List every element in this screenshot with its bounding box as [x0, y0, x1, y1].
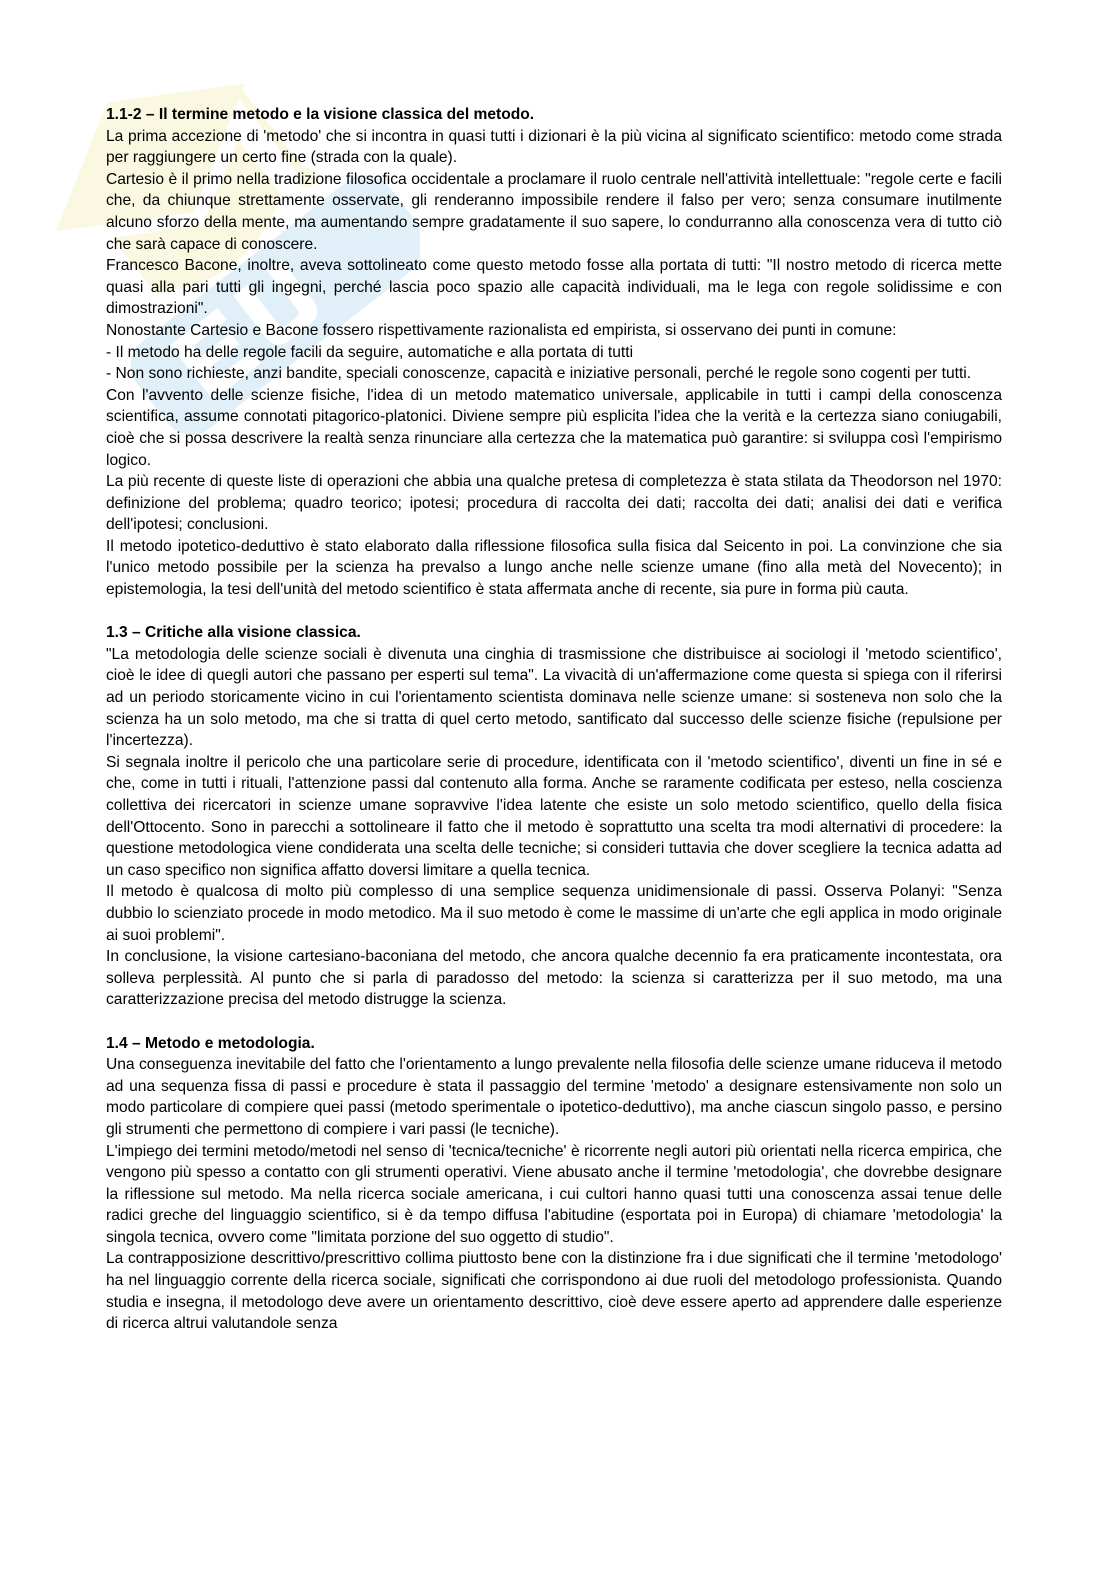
paragraph: Il metodo è qualcosa di molto più complesso di una semplice sequenza unidimensionale di passi. Osserva Polanyi: "Senza dubbio lo scienziato procede in modo metodico. Ma il suo metodo è come le massime di un'arte che egli applica in modo originale ai suoi problemi". — [106, 883, 1002, 944]
section-metodo-visione-classica — [106, 104, 1002, 601]
section-metodo-metodologia — [106, 1033, 1002, 1335]
paragraph: Il metodo ipotetico-deduttivo è stato elaborato dalla riflessione filosofica sulla fisica dal Seicento in poi. La convinzione che sia l'unico metodo possibile per la scienza ha prevalso a lungo anche nelle scienze umane (fino alla metà del Novecento); in epistemologia, la tesi dell'unità del metodo scientifico è stata affermata anche di recente, sia pure in forma più cauta. — [106, 537, 1002, 599]
paragraph: Con l'avvento delle scienze fisiche, l'idea di un metodo matematico universale, applicabile in tutti i campi della conoscenza scientifica, assume connotati pitagorico-platonici. Diviene sempre più esplicita l'idea che la verità e la certezza siano coniugabili, cioè che si possa descrivere la realtà senza rinunciare alla certezza che la matematica può garantire: si sviluppa così l'empirismo logico. — [106, 386, 1002, 469]
paragraph: Nonostante Cartesio e Bacone fossero rispettivamente razionalista ed empirista, si osservano dei punti in comune: — [106, 321, 897, 339]
paragraph: In conclusione, la visione cartesiano-baconiana del metodo, che ancora qualche decennio fa era praticamente incontestata, ora solleva perplessità. Al punto che si parla di paradosso del metodo: la scienza si caratterizza per il suo metodo, ma una caratterizzazione precisa del metodo distrugge la scienza. — [106, 948, 1002, 1009]
list-item: - Non sono richieste, anzi bandite, speciali conoscenze, capacità e iniziative personali, perché le regole sono cogenti per tutti. — [106, 365, 972, 383]
section-heading: 1.3 – Critiche alla visione classica. — [106, 624, 361, 642]
section-heading: 1.4 – Metodo e metodologia. — [106, 1034, 315, 1052]
paragraph: "La metodologia delle scienze sociali è divenuta una cinghia di trasmissione che distribuisce ai sociologi il 'metodo scientifico', cioè le idee di quegli autori che passano per esperti sul tema". La vivacità di un'affermazione come questa si spiega con il riferirsi ad un periodo storicamente vicino in cui l'orientamento scientista dominava nelle scienze umane: si sosteneva non solo che la scienza ha un solo metodo, ma che si tratta di quel certo metodo, santificato dal successo delle scienze fisiche (repulsione per l'incertezza). — [106, 645, 1002, 750]
section-critiche-visione-classica — [106, 622, 1002, 1011]
paragraph: Francesco Bacone, inoltre, aveva sottolineato come questo metodo fosse alla portata di tutti: "Il nostro metodo di ricerca mette quasi alla pari tutti gli ingegni, perché lascia poco spazio alle capacità individuali, ma le lega con regole solidissime e con dimostrazioni". — [106, 257, 1002, 318]
paragraph: La più recente di queste liste di operazioni che abbia una qualche pretesa di completezza è stata stilata da Theodorson nel 1970: definizione del problema; quadro teorico; ipotesi; procedura di raccolta dei dati; raccolta dei dati; analisi dei dati e verifica dell'ipotesi; conclusioni. — [106, 473, 1002, 534]
paragraph: La prima accezione di 'metodo' che si incontra in quasi tutti i dizionari è la più vicina al significato scientifico: metodo come strada per raggiungere un certo fine (strada con la quale). — [106, 127, 1002, 167]
paragraph: Cartesio è il primo nella tradizione filosofica occidentale a proclamare il ruolo centrale nell'attività intellettuale: "regole certe e facili che, da chiunque strettamente osservate, gli renderanno impossibile rendere il falso per vero; senza consumare inutilmente alcuno sforzo della mente, ma aumentando sempre gradatamente il suo sapere, lo condurranno alla conoscenza vera di tutto ciò che sarà capace di conoscere. — [106, 170, 1002, 253]
document-page — [106, 104, 1002, 1335]
paragraph: La contrapposizione descrittivo/prescrittivo collima piuttosto bene con la distinzione fra i due significati che il termine 'metodologo' ha nel linguaggio corrente della ricerca sociale, significati che corrispondono ai due ruoli del metodologo professionista. Quando studia e insegna, il metodologo deve avere un orientamento descrittivo, cioè deve essere aperto ad apprendere dalle esperienze di ricerca altrui valutandole senza — [106, 1250, 1002, 1333]
list-item: - Il metodo ha delle regole facili da seguire, automatiche e alla portata di tutti — [106, 343, 634, 361]
paragraph: Una conseguenza inevitabile del fatto che l'orientamento a lungo prevalente nella filosofia delle scienze umane riduceva il metodo ad una sequenza fissa di passi e procedure è stata il passaggio del termine 'metodo' a designare estensivamente non solo un modo particolare di compiere quei passi (metodo sperimentale o ipotetico-deduttivo), ma anche ciascun singolo passo, e persino gli strumenti che permettono di compiere i vari passi (le tecniche). — [106, 1056, 1002, 1138]
paragraph: Si segnala inoltre il pericolo che una particolare serie di procedure, identificata con il 'metodo scientifico', diventi un fine in sé e che, come in tutti i rituali, l'attenzione passi dal contenuto alla forma. Anche se raramente codificata per esteso, nella coscienza collettiva dei ricercatori in scienze umane sopravvive l'idea latente che esiste un solo metodo scientifico, quello della fisica dell'Ottocento. Sono in parecchi a sottolineare il fatto che il metodo è soprattutto una scelta tra modi alternativi di procedere: la questione metodologica viene condiderata una scelta delle tecniche; si consideri tuttavia che dover scegliere la tecnica adatta ad un caso specifico non significa affatto doversi limitare a quella tecnica. — [106, 753, 1002, 879]
paragraph: L'impiego dei termini metodo/metodi nel senso di 'tecnica/tecniche' è ricorrente negli autori più orientati nella ricerca empirica, che vengono più spesso a contatto con gli strumenti operativi. Viene abusato anche il termine 'metodologia', che dovrebbe designare la riflessione sul metodo. Ma nella ricerca sociale americana, i cui cultori hanno quasi tutti una conoscenza assai tenue delle radici greche del linguaggio scientifico, si è da tempo diffusa l'abitudine (esportata poi in Europa) di chiamare 'metodologia' la singola tecnica, ovvero come "limitata porzione del suo oggetto di studio". — [106, 1142, 1002, 1246]
section-heading: 1.1-2 – Il termine metodo e la visione classica del metodo. — [106, 106, 535, 123]
